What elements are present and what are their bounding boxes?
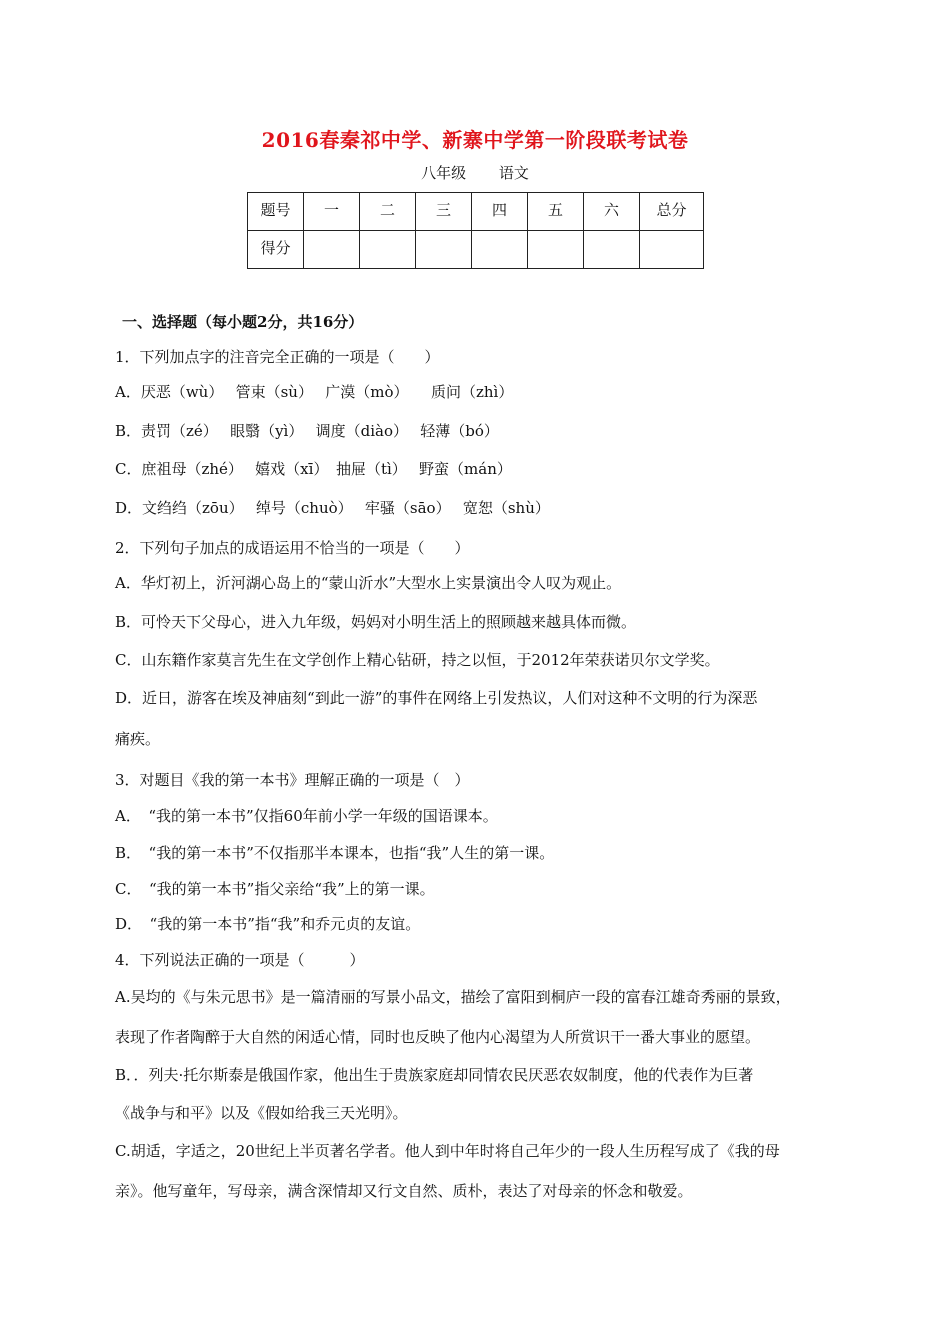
table-cell: 二	[360, 193, 416, 231]
question-line: 4．下列说法正确的一项是（ ）	[115, 951, 365, 969]
score-table-score-row	[248, 231, 704, 269]
table-cell: 六	[584, 193, 640, 231]
option-line-continued: 表现了作者陶醉于大自然的闲适心情，同时也反映了他内心渴望为人所赏识干一番大事业的愿望。	[115, 1028, 761, 1046]
section-heading: 一、选择题（每小题2分，共16分）	[122, 313, 364, 331]
option-line: C．山东籍作家莫言先生在文学创作上精心钻研，持之以恒，于2012年荣获诺贝尔文学奖。	[115, 651, 720, 669]
table-cell: 总分	[640, 193, 704, 231]
table-cell: 四	[472, 193, 528, 231]
option-line: B．．列夫·托尔斯泰是俄国作家，他出生于贵族家庭却同情农民厌恶农奴制度，他的代表作为巨著	[115, 1066, 754, 1084]
score-cell	[304, 231, 360, 269]
option-line: B．可怜天下父母心，进入九年级，妈妈对小明生活上的照顾越来越具体而微。	[115, 613, 637, 631]
score-cell	[528, 231, 584, 269]
option-line: D．文绉绉（zōu） 绰号（chuò） 牢骚（sāo） 宽恕（shù）	[115, 499, 550, 517]
option-line: D． “我的第一本书”指“我”和乔元贞的友谊。	[115, 915, 421, 933]
exam-title: 2016春秦祁中学、新寨中学第一阶段联考试卷	[261, 128, 689, 152]
table-cell: 得分	[248, 231, 304, 269]
option-line: B．责罚（zé） 眼翳（yì） 调度（diào） 轻薄（bó）	[115, 422, 499, 440]
option-line-continued: 《战争与和平》以及《假如给我三天光明》。	[115, 1104, 408, 1122]
score-table	[247, 192, 704, 269]
option-line-continued: 亲》。他写童年，写母亲，满含深情却又行文自然、质朴，表达了对母亲的怀念和敬爱。	[115, 1182, 693, 1200]
score-cell	[472, 231, 528, 269]
option-line: A.吴均的《与朱元思书》是一篇清丽的写景小品文，描绘了富阳到桐庐一段的富春江雄奇秀丽的景致，	[115, 988, 791, 1006]
subject-label: 语文	[498, 164, 529, 182]
option-line: D．近日，游客在埃及神庙刻“到此一游”的事件在网络上引发热议，人们对这种不文明的行为深恶	[115, 689, 758, 707]
score-cell	[360, 231, 416, 269]
option-line: A．华灯初上，沂河湖心岛上的“蒙山沂水”大型水上实景演出令人叹为观止。	[115, 574, 622, 592]
table-cell: 一	[304, 193, 360, 231]
score-cell	[640, 231, 704, 269]
exam-subtitle	[0, 162, 950, 183]
question-line: 1．下列加点字的注音完全正确的一项是（ ）	[115, 348, 440, 366]
option-line: C.胡适，字适之，20世纪上半页著名学者。他人到中年时将自己年少的一段人生历程写成了《我的母	[115, 1142, 780, 1160]
option-line: A． “我的第一本书”仅指60年前小学一年级的国语课本。	[115, 807, 498, 825]
grade-label: 八年级	[421, 164, 467, 182]
option-line-continued: 痛疾。	[115, 730, 161, 748]
score-cell	[584, 231, 640, 269]
option-line: A．厌恶（wù） 管束（sù） 广漠（mò） 质问（zhì）	[115, 383, 514, 401]
option-line: C． “我的第一本书”指父亲给“我”上的第一课。	[115, 880, 435, 898]
score-table-header-row	[248, 193, 704, 231]
option-line: B． “我的第一本书”不仅指那半本课本，也指“我”人生的第一课。	[115, 844, 555, 862]
question-line: 2．下列句子加点的成语运用不恰当的一项是（ ）	[115, 539, 470, 557]
table-cell: 题号	[248, 193, 304, 231]
score-cell	[416, 231, 472, 269]
option-line: C．庶祖母（zhé） 嬉戏（xī） 抽屉（tì） 野蛮（mán）	[115, 460, 512, 478]
table-cell: 五	[528, 193, 584, 231]
question-line: 3．对题目《我的第一本书》理解正确的一项是（ ）	[115, 771, 470, 789]
table-cell: 三	[416, 193, 472, 231]
